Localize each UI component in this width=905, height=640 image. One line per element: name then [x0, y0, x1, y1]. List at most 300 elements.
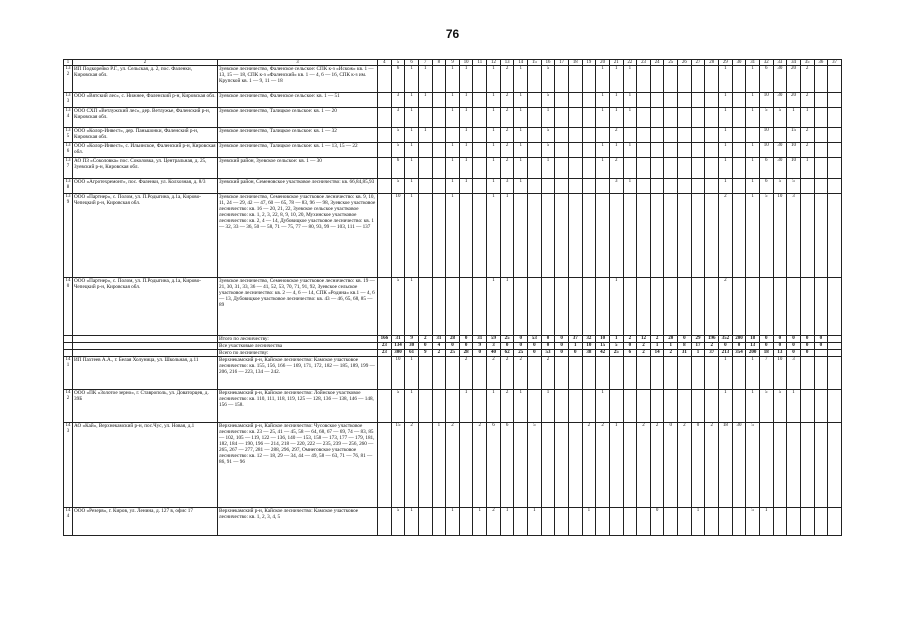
value-cell	[596, 508, 610, 536]
value-cell	[664, 390, 678, 423]
value-cell: 1	[487, 179, 501, 194]
value-cell	[664, 158, 678, 179]
value-cell	[568, 179, 582, 194]
value-cell: 1	[446, 66, 460, 93]
total-value: 17	[691, 343, 705, 350]
register-table	[63, 59, 842, 536]
value-cell	[637, 508, 651, 536]
value-cell	[596, 128, 610, 143]
value-cell	[678, 93, 692, 108]
value-cell	[528, 194, 542, 278]
value-cell	[418, 390, 432, 423]
value-cell	[582, 194, 596, 278]
value-cell	[555, 508, 569, 536]
value-cell: 5	[773, 108, 787, 128]
value-cell	[678, 179, 692, 194]
column-number: 9	[446, 60, 460, 66]
value-cell: 1	[528, 508, 542, 536]
value-cell	[650, 128, 664, 143]
value-cell	[828, 179, 842, 194]
row-number: 135	[64, 128, 73, 143]
column-number: 10	[459, 60, 473, 66]
value-cell: 10	[759, 143, 773, 158]
row-number: 134	[64, 108, 73, 128]
total-value: 3	[487, 343, 501, 350]
value-cell	[759, 278, 773, 336]
value-cell	[691, 143, 705, 158]
value-cell	[473, 357, 487, 390]
value-cell	[568, 278, 582, 336]
value-cell	[828, 66, 842, 93]
value-cell	[828, 158, 842, 179]
value-cell: 10	[773, 194, 787, 278]
value-cell: 1	[405, 390, 419, 423]
value-cell: 20	[787, 66, 801, 93]
value-cell: 5	[528, 423, 542, 508]
forest-area-cell: Зуевское лесничество, Талицкое сельское: кв. 1 — 13, 15 — 22	[218, 143, 378, 158]
value-cell	[814, 93, 828, 108]
value-cell: 1	[719, 143, 733, 158]
total-value: 2	[664, 350, 678, 357]
value-cell: 2	[609, 128, 623, 143]
total-value: 38	[582, 350, 596, 357]
total-value: 0	[528, 343, 542, 350]
table-row	[64, 278, 842, 336]
total-value: 18	[746, 336, 760, 343]
value-cell	[678, 194, 692, 278]
value-cell: 3	[787, 357, 801, 390]
value-cell	[814, 108, 828, 128]
value-cell: 1	[623, 108, 637, 128]
value-cell: 1	[418, 66, 432, 93]
value-cell: 1	[746, 66, 760, 93]
value-cell: 1	[405, 508, 419, 536]
value-cell: 1	[459, 128, 473, 143]
total-value: 2	[650, 336, 664, 343]
value-cell: 1	[719, 179, 733, 194]
value-cell: 1	[446, 194, 460, 278]
value-cell	[378, 158, 392, 179]
total-value: 0	[418, 343, 432, 350]
value-cell	[596, 278, 610, 336]
value-cell: 30	[732, 423, 746, 508]
organization-cell: ООО «Агротехремонт», пос. Фаленки, ул. Колхозная, д. 8/3	[73, 179, 218, 194]
total-value: 8	[678, 343, 692, 350]
value-cell	[650, 143, 664, 158]
value-cell: 10	[787, 158, 801, 179]
row-number: 138	[64, 179, 73, 194]
total-value: 0	[459, 343, 473, 350]
row-number: 132	[64, 66, 73, 93]
value-cell: 1	[759, 508, 773, 536]
total-value: 1	[664, 343, 678, 350]
value-cell	[664, 508, 678, 536]
value-cell: 1	[487, 66, 501, 93]
value-cell	[555, 194, 569, 278]
row-number: 133	[64, 93, 73, 108]
total-value: 12	[637, 336, 651, 343]
value-cell	[732, 93, 746, 108]
value-cell	[732, 66, 746, 93]
value-cell: 5	[541, 143, 555, 158]
column-number: 17	[555, 60, 569, 66]
value-cell: 2	[500, 357, 514, 390]
value-cell	[555, 93, 569, 108]
value-cell	[541, 423, 555, 508]
value-cell	[378, 508, 392, 536]
value-cell	[650, 108, 664, 128]
value-cell: 1	[719, 93, 733, 108]
value-cell: 6	[759, 179, 773, 194]
value-cell	[378, 128, 392, 143]
organization-cell: ИП Подкорейко Р.Г., ул. Сельская, д. 2, пос. Фаленки, Кировская обл.	[73, 66, 218, 93]
total-value: 0	[541, 343, 555, 350]
total-value: 0	[787, 336, 801, 343]
value-cell	[691, 128, 705, 143]
value-cell	[664, 179, 678, 194]
column-number: 8	[432, 60, 446, 66]
value-cell	[446, 390, 460, 423]
value-cell	[582, 66, 596, 93]
value-cell: 2	[650, 423, 664, 508]
value-cell: 1	[746, 143, 760, 158]
value-cell	[528, 390, 542, 423]
total-value: 0	[623, 343, 637, 350]
value-cell	[555, 390, 569, 423]
value-cell: 6	[500, 423, 514, 508]
value-cell	[705, 390, 719, 423]
value-cell	[650, 357, 664, 390]
value-cell	[378, 278, 392, 336]
total-value: 9	[418, 350, 432, 357]
value-cell	[787, 508, 801, 536]
total-value	[828, 343, 842, 350]
value-cell: 1	[405, 108, 419, 128]
total-value: 13	[746, 343, 760, 350]
value-cell	[732, 390, 746, 423]
value-cell	[637, 143, 651, 158]
value-cell	[568, 93, 582, 108]
column-number: 21	[609, 60, 623, 66]
total-value: 352	[719, 336, 733, 343]
value-cell	[678, 508, 692, 536]
value-cell	[691, 278, 705, 336]
value-cell	[828, 278, 842, 336]
total-value: 0	[800, 343, 814, 350]
value-cell	[432, 66, 446, 93]
value-cell: 1	[746, 194, 760, 278]
total-value: 0	[678, 336, 692, 343]
total-value: 2	[705, 343, 719, 350]
blank-cell	[73, 336, 218, 343]
value-cell: 1	[418, 93, 432, 108]
value-cell: 2	[500, 93, 514, 108]
value-cell	[514, 194, 528, 278]
total-value: 0	[500, 343, 514, 350]
total-value: 10	[596, 336, 610, 343]
total-value: 2	[418, 336, 432, 343]
value-cell	[446, 357, 460, 390]
value-cell: 1	[719, 66, 733, 93]
totals-label: Итого по лесничеству:	[218, 336, 378, 343]
value-cell	[555, 423, 569, 508]
value-cell: 1	[446, 93, 460, 108]
value-cell	[828, 390, 842, 423]
forest-area-cell: Верхнекамский р-н, Кайское лесничество: Камское участковое лесничество: кв. 155, 156, 166 — 169, 171, 172, 182 — 185, 189, 199 — 206, 216 — 223, 134 — 242.	[218, 357, 378, 390]
total-value: 2	[637, 343, 651, 350]
value-cell: 2	[500, 390, 514, 423]
value-cell	[432, 194, 446, 278]
value-cell: 1	[514, 390, 528, 423]
total-value: 0	[800, 336, 814, 343]
value-cell	[814, 390, 828, 423]
value-cell	[378, 390, 392, 423]
value-cell: 1	[487, 158, 501, 179]
value-cell	[691, 179, 705, 194]
value-cell: 1	[541, 158, 555, 179]
value-cell	[800, 423, 814, 508]
value-cell: 1	[541, 108, 555, 128]
total-value: 0	[732, 343, 746, 350]
value-cell	[514, 278, 528, 336]
value-cell: 1	[596, 66, 610, 93]
value-cell	[555, 278, 569, 336]
value-cell: 1	[787, 108, 801, 128]
row-number: 139	[64, 194, 73, 278]
value-cell	[828, 508, 842, 536]
total-value: 1	[609, 336, 623, 343]
value-cell: 1	[800, 108, 814, 128]
value-cell: 5	[391, 179, 405, 194]
value-cell: 1	[459, 390, 473, 423]
value-cell	[473, 143, 487, 158]
total-value: 0	[814, 343, 828, 350]
value-cell: 30	[773, 143, 787, 158]
value-cell	[378, 143, 392, 158]
value-cell: 1	[459, 143, 473, 158]
value-cell	[609, 357, 623, 390]
value-cell: 1	[405, 194, 419, 278]
column-number: 13	[500, 60, 514, 66]
value-cell	[787, 423, 801, 508]
value-cell	[705, 357, 719, 390]
value-cell: 1	[459, 108, 473, 128]
organization-cell: ООО «Резерв», г. Киров, ул. Ленина, д. 127 в, офис 17	[73, 508, 218, 536]
column-number: 19	[582, 60, 596, 66]
value-cell	[678, 278, 692, 336]
value-cell	[432, 158, 446, 179]
total-value: 200	[746, 350, 760, 357]
value-cell	[473, 390, 487, 423]
total-value: 37	[568, 336, 582, 343]
value-cell: 2	[487, 357, 501, 390]
value-cell: 6	[759, 158, 773, 179]
value-cell	[637, 194, 651, 278]
column-number: 29	[719, 60, 733, 66]
value-cell: 2	[500, 128, 514, 143]
value-cell: 1	[405, 128, 419, 143]
value-cell	[678, 128, 692, 143]
value-cell	[473, 278, 487, 336]
value-cell: 1	[746, 158, 760, 179]
value-cell: 1	[623, 93, 637, 108]
value-cell	[528, 143, 542, 158]
value-cell	[678, 66, 692, 93]
value-cell	[609, 194, 623, 278]
value-cell	[705, 508, 719, 536]
value-cell	[664, 194, 678, 278]
total-value: 61	[405, 350, 419, 357]
column-number: 22	[623, 60, 637, 66]
value-cell: 3	[391, 93, 405, 108]
value-cell	[418, 143, 432, 158]
value-cell	[514, 423, 528, 508]
column-number: 14	[514, 60, 528, 66]
value-cell	[732, 278, 746, 336]
forest-area-cell: Зуевское лесничество, Фаленское сельское: СПК к-з «Искож» кв. 1 — 13, 15 — 18, СПК к-з «Фаленский» кв. 1 — 4, 6 — 16, СПК к-з им. Крупской кв. 1 — 9, 11 — 18	[218, 66, 378, 93]
total-value: 0	[555, 343, 569, 350]
value-cell	[637, 128, 651, 143]
total-value: 9	[473, 343, 487, 350]
organization-cell: АО «Кай», Верхнекамский р-н, пос.Чус, ул. Новая, д.1	[73, 423, 218, 508]
value-cell: 1	[500, 194, 514, 278]
organization-cell: ООО «Партнер», с. Полом, ул. П.Родыгина, д.1а, Кирово-Чепецкий р-н, Кировская обл.	[73, 278, 218, 336]
value-cell: 5	[391, 390, 405, 423]
totals-label: Все участковые лесничества	[218, 343, 378, 350]
value-cell: 5	[541, 66, 555, 93]
value-cell: 5	[746, 508, 760, 536]
value-cell: 1	[719, 128, 733, 143]
value-cell	[746, 128, 760, 143]
value-cell	[378, 66, 392, 93]
value-cell	[705, 143, 719, 158]
value-cell: 0	[664, 423, 678, 508]
total-value: 0	[773, 343, 787, 350]
row-number: 136	[64, 143, 73, 158]
value-cell	[814, 179, 828, 194]
total-value: 0	[759, 336, 773, 343]
value-cell	[541, 508, 555, 536]
value-cell	[705, 179, 719, 194]
value-cell: 2	[719, 278, 733, 336]
value-cell	[582, 158, 596, 179]
value-cell: 5	[541, 93, 555, 108]
total-value: 0	[787, 343, 801, 350]
forest-area-cell: Верхнекамский р-н, Кайское лесничество: Лойнское участковое лесничество: кв. 110, 111, 118, 119, 125 — 128, 136 — 138, 146 — 148, 156 — 158.	[218, 390, 378, 423]
value-cell	[432, 128, 446, 143]
total-value: 5	[609, 343, 623, 350]
value-cell: 1	[582, 508, 596, 536]
value-cell: 1	[405, 158, 419, 179]
value-cell: 1	[487, 194, 501, 278]
value-cell: 1	[719, 108, 733, 128]
value-cell: 1	[405, 357, 419, 390]
totals-label: Всего по лесничеству:	[218, 350, 378, 357]
value-cell	[528, 108, 542, 128]
value-cell	[568, 357, 582, 390]
table-row	[64, 66, 842, 93]
value-cell: 10	[759, 128, 773, 143]
value-cell	[637, 66, 651, 93]
value-cell	[378, 179, 392, 194]
value-cell: 3	[787, 194, 801, 278]
value-cell: 10	[391, 357, 405, 390]
value-cell	[637, 108, 651, 128]
value-cell	[582, 278, 596, 336]
value-cell	[773, 278, 787, 336]
value-cell	[705, 194, 719, 278]
value-cell	[623, 508, 637, 536]
value-cell	[623, 158, 637, 179]
total-value: 0	[514, 336, 528, 343]
value-cell: 10	[787, 143, 801, 158]
value-cell: 1	[487, 108, 501, 128]
value-cell: 2	[800, 128, 814, 143]
row-number: 144	[64, 508, 73, 536]
total-value: 0	[814, 336, 828, 343]
value-cell: 1	[405, 278, 419, 336]
value-cell: 3	[391, 108, 405, 128]
table-row	[64, 357, 842, 390]
value-cell	[528, 93, 542, 108]
column-number: 6	[405, 60, 419, 66]
total-value: 0	[719, 343, 733, 350]
total-value: 31	[473, 336, 487, 343]
organization-cell: ООО «Вятский лес», с. Нижнее, Фаленский р-н, Кировская обл.	[73, 93, 218, 108]
total-value: 29	[691, 336, 705, 343]
total-value: 1	[650, 343, 664, 350]
value-cell: 7	[759, 357, 773, 390]
value-cell: 1	[459, 66, 473, 93]
total-value: 0	[787, 350, 801, 357]
value-cell: 1	[405, 143, 419, 158]
value-cell: 15	[391, 423, 405, 508]
total-value: 10	[582, 343, 596, 350]
value-cell	[732, 108, 746, 128]
forest-area-cell: Верхнекамский р-н, Кайское лесничество: Чусовское участковое лесничество: кв. 23 — 25, 41 — 45, 58 — 64, 68, 67 — 69, 74 — 83, 85 — 102, 105 — 119, 122 — 136, 140 — 153, 158 — 173, 177 — 179, 181, 182, 184 — 190, 196 — 214, 218 — 220, 222 — 235, 239 — 256, 260 — 265, 267 — 277, 281 — 288, 296, 297, Омнеговское участковое лесничество: кв. 12 — 18, 29 — 34, 44 — 49, 58 — 63, 71 — 76, 81 — 86, 91 — 96	[218, 423, 378, 508]
column-number: 31	[746, 60, 760, 66]
value-cell: 1	[514, 128, 528, 143]
total-value: 31	[432, 336, 446, 343]
value-cell	[609, 390, 623, 423]
total-value: 31	[678, 350, 692, 357]
value-cell: 6	[391, 158, 405, 179]
value-cell	[568, 108, 582, 128]
total-value: 9	[405, 336, 419, 343]
value-cell: 1	[487, 143, 501, 158]
page-number: 76	[445, 27, 460, 41]
value-cell: 2	[500, 66, 514, 93]
column-number: 15	[528, 60, 542, 66]
value-cell	[787, 278, 801, 336]
value-cell: 5	[787, 179, 801, 194]
value-cell	[568, 423, 582, 508]
value-cell: 1	[446, 143, 460, 158]
total-value: 18	[759, 350, 773, 357]
total-value: 28	[446, 336, 460, 343]
value-cell	[596, 194, 610, 278]
value-cell: 1	[609, 143, 623, 158]
total-value: 134	[391, 343, 405, 350]
total-value: 2	[637, 350, 651, 357]
value-cell: 1	[514, 66, 528, 93]
column-number: 5	[391, 60, 405, 66]
value-cell	[732, 143, 746, 158]
value-cell: 1	[623, 66, 637, 93]
value-cell	[705, 158, 719, 179]
table-row	[64, 390, 842, 423]
value-cell: 1	[514, 93, 528, 108]
